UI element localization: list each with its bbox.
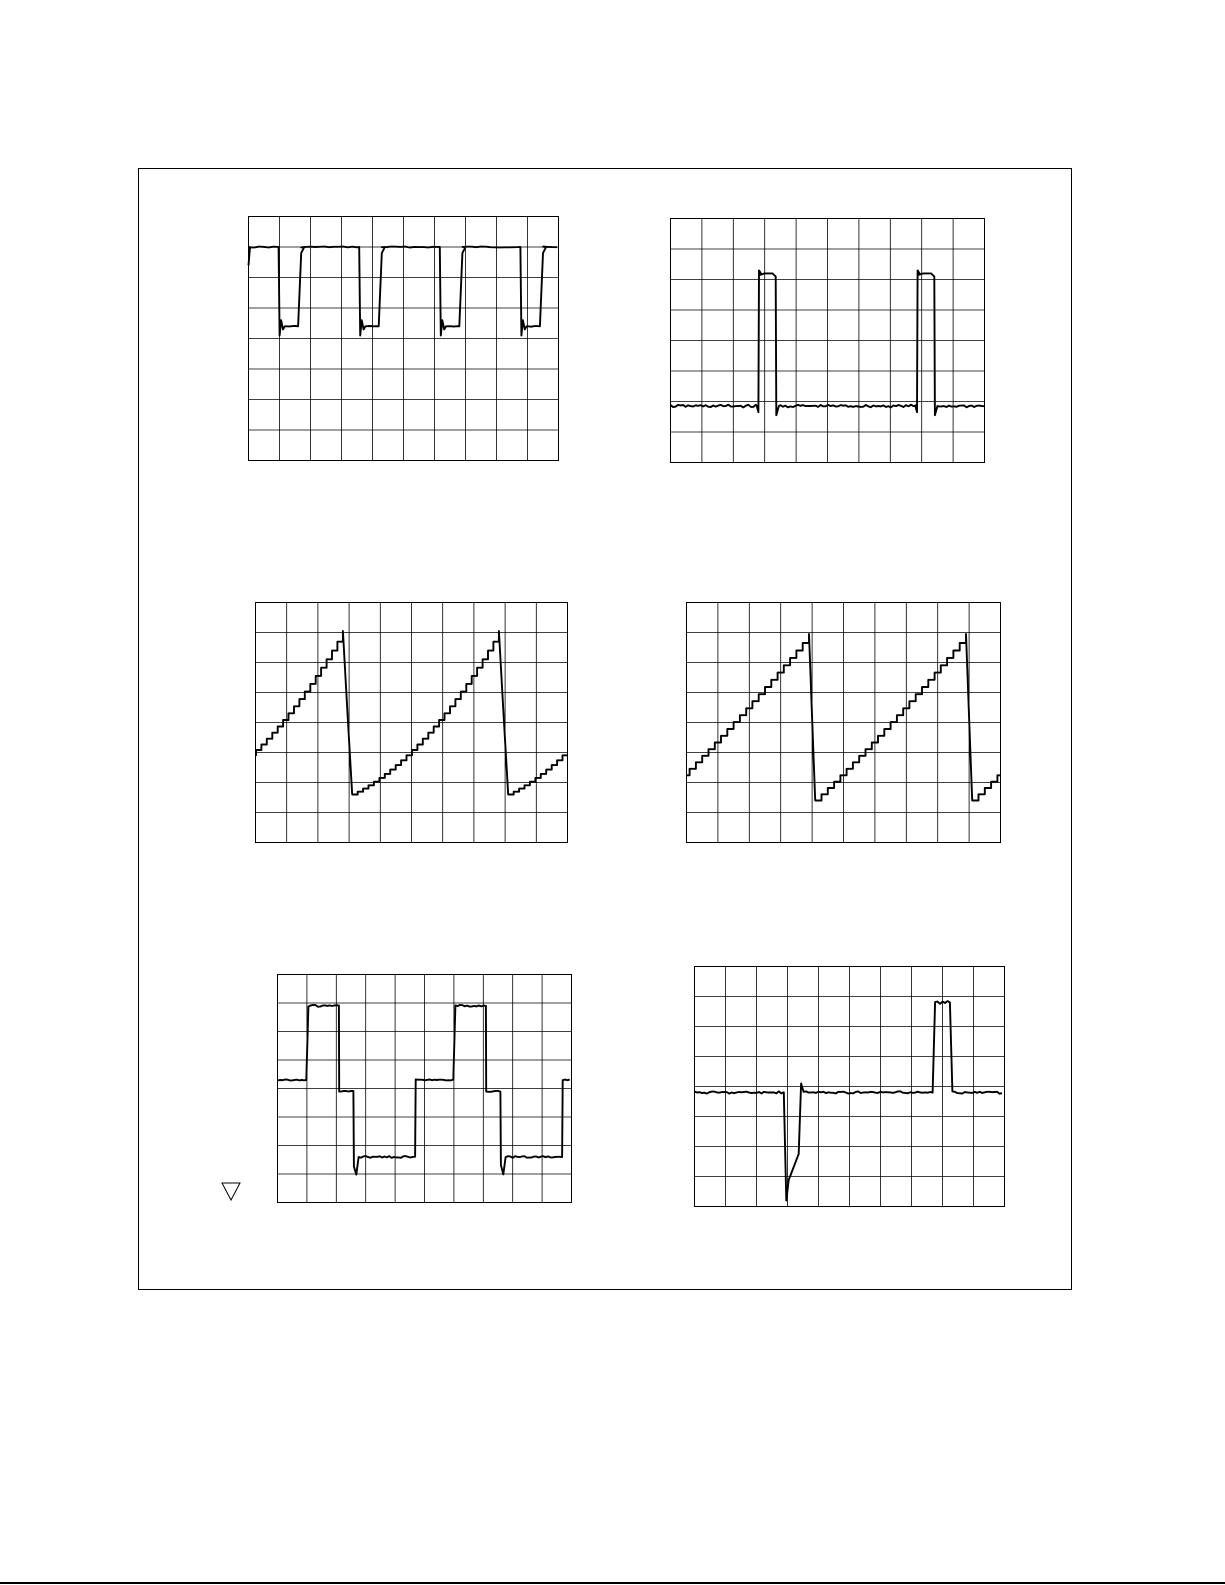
ground-marker-icon: [220, 1180, 242, 1202]
oscilloscope-trace-4: [686, 602, 1006, 848]
oscilloscope-trace-1: [248, 216, 564, 466]
oscilloscope-trace-3: [255, 602, 573, 848]
waveform-trace: [695, 1001, 1003, 1200]
footer-rule: [0, 1582, 1225, 1584]
waveform-trace: [249, 247, 558, 336]
waveform-trace: [278, 1005, 570, 1175]
oscilloscope-trace-6: [694, 966, 1010, 1212]
oscilloscope-trace-2: [670, 218, 990, 468]
oscilloscope-trace-5: [277, 974, 577, 1208]
